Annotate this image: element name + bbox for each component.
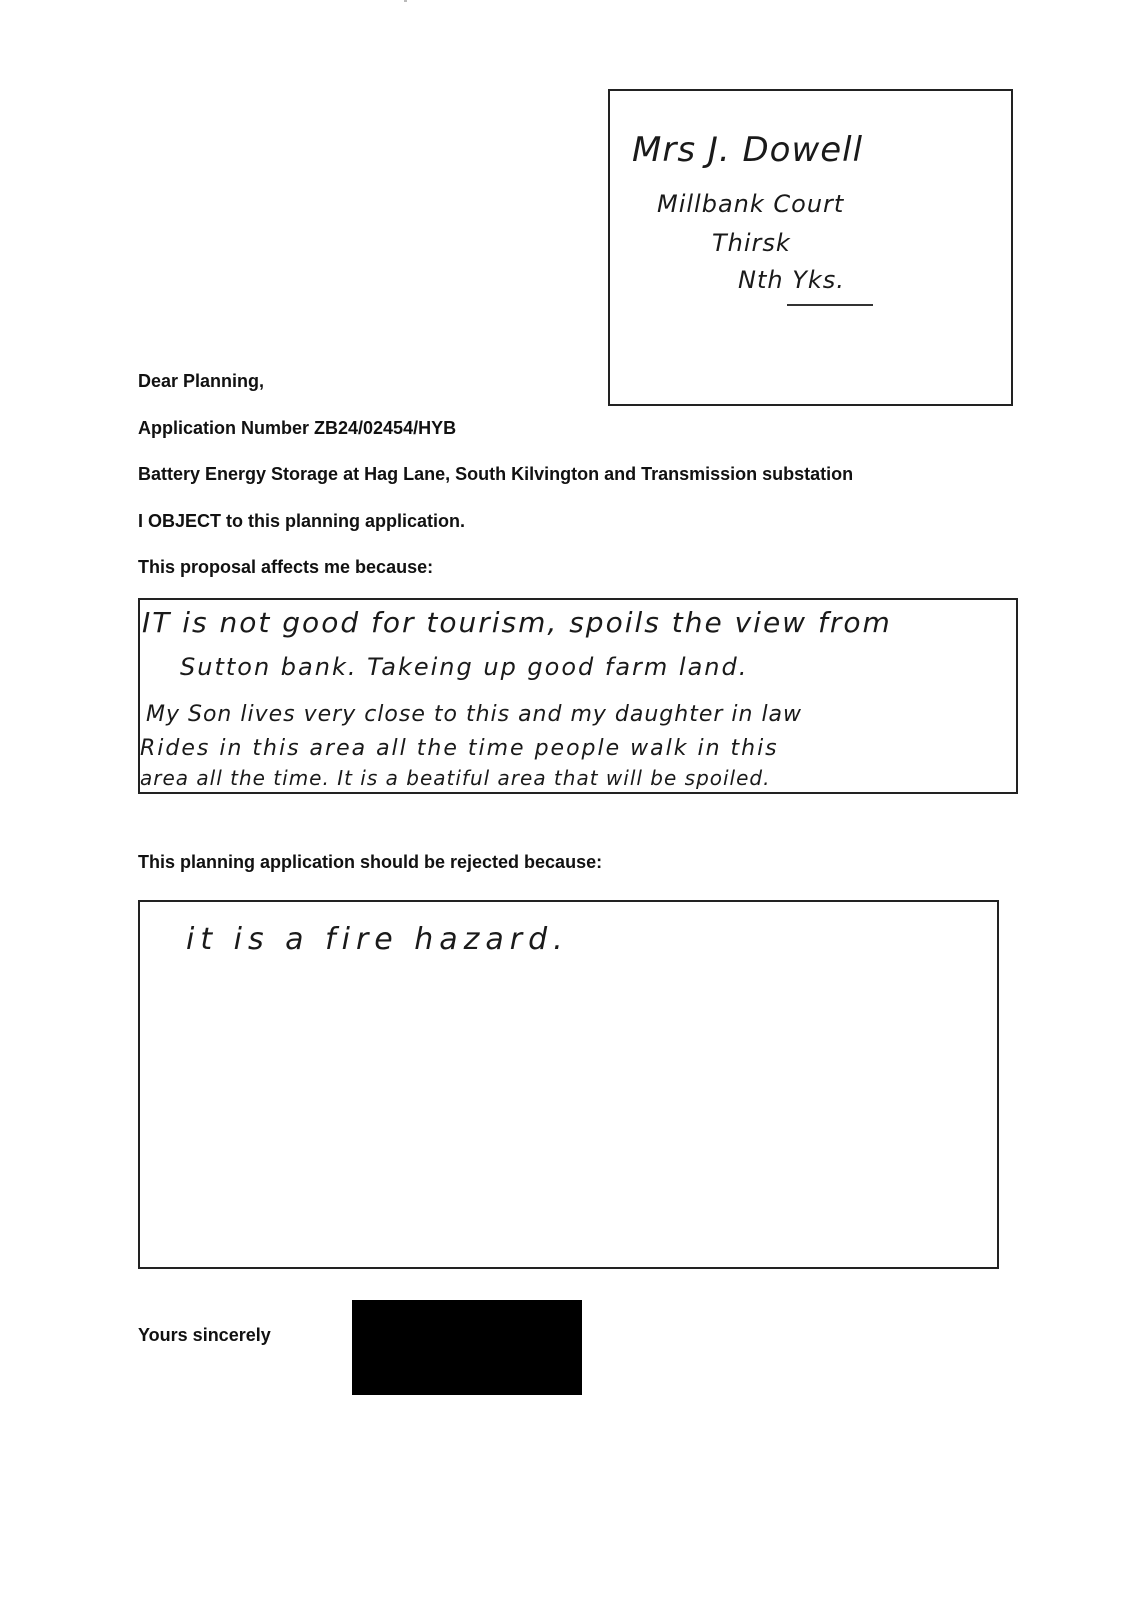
objection-statement: I OBJECT to this planning application. bbox=[138, 511, 466, 531]
address-name: Mrs J. Dowell bbox=[632, 130, 864, 170]
redacted-signature bbox=[352, 1300, 582, 1395]
affects-line: IT is not good for tourism, spoils the view from bbox=[142, 606, 892, 639]
closing: Yours sincerely bbox=[138, 1325, 271, 1345]
affects-line: My Son lives very close to this and my daughter in law bbox=[146, 702, 803, 727]
rejected-heading: This planning application should be rejected because: bbox=[138, 852, 603, 872]
affects-heading: This proposal affects me because: bbox=[138, 557, 434, 577]
rejected-text: it is a fire hazard. bbox=[186, 922, 569, 957]
address-underline bbox=[787, 304, 873, 306]
address-street: Millbank Court bbox=[657, 190, 845, 218]
affects-line: Rides in this area all the time people walk in this bbox=[140, 736, 779, 761]
affects-line: area all the time. It is a beatiful area that will be spoiled. bbox=[140, 766, 771, 790]
salutation: Dear Planning, bbox=[138, 371, 265, 391]
scan-speck bbox=[404, 0, 407, 2]
address-county: Nth Yks. bbox=[738, 266, 845, 294]
affects-line: Sutton bank. Takeing up good farm land. bbox=[180, 653, 749, 681]
subject-line: Battery Energy Storage at Hag Lane, South Kilvington and Transmission substation bbox=[138, 464, 854, 484]
application-number: Application Number ZB24/02454/HYB bbox=[138, 418, 457, 438]
address-town: Thirsk bbox=[712, 229, 791, 257]
